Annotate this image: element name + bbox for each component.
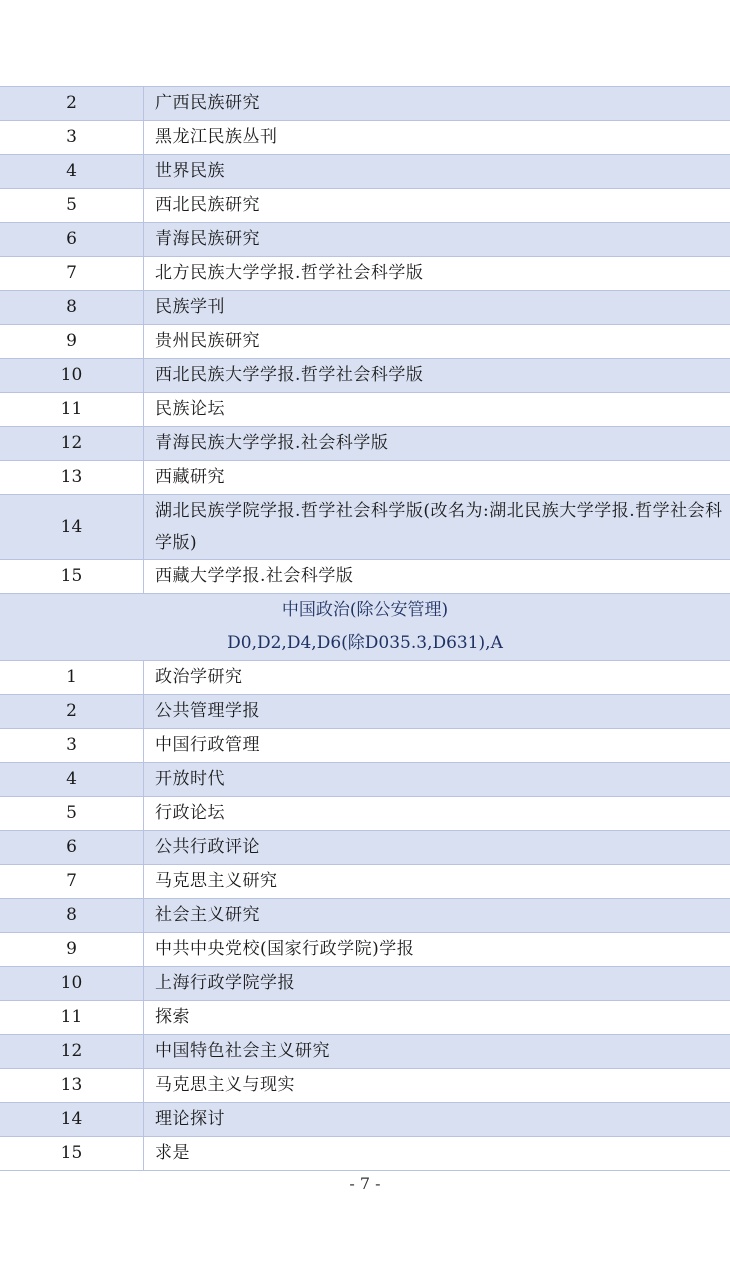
table-row <box>0 1103 730 1137</box>
journal-name: 民族论坛 <box>144 393 730 427</box>
table-row <box>0 933 730 967</box>
row-number: 7 <box>0 865 144 899</box>
table-row <box>0 831 730 865</box>
journal-name: 民族学刊 <box>144 291 730 325</box>
row-number: 1 <box>0 661 144 695</box>
category-title: 中国政治(除公安管理) <box>281 600 449 620</box>
table-row <box>0 1137 730 1171</box>
journal-name: 中国行政管理 <box>144 729 730 763</box>
row-number: 4 <box>0 155 144 189</box>
row-number: 12 <box>0 1035 144 1069</box>
row-number: 8 <box>0 291 144 325</box>
table-row <box>0 797 730 831</box>
row-number: 6 <box>0 223 144 257</box>
table-row <box>0 359 730 393</box>
row-number: 15 <box>0 1137 144 1171</box>
table-row <box>0 865 730 899</box>
row-number: 4 <box>0 763 144 797</box>
table-row <box>0 729 730 763</box>
journal-name: 贵州民族研究 <box>144 325 730 359</box>
journal-name: 马克思主义与现实 <box>144 1069 730 1103</box>
journal-name: 西藏研究 <box>144 461 730 495</box>
journal-name: 公共行政评论 <box>144 831 730 865</box>
table-row <box>0 223 730 257</box>
row-number: 5 <box>0 189 144 223</box>
journal-name: 西藏大学学报.社会科学版 <box>144 560 730 594</box>
row-number: 14 <box>0 1103 144 1137</box>
journal-name: 青海民族大学学报.社会科学版 <box>144 427 730 461</box>
journal-name: 行政论坛 <box>144 797 730 831</box>
row-number: 10 <box>0 359 144 393</box>
journal-name: 求是 <box>144 1137 730 1171</box>
journal-name: 中国特色社会主义研究 <box>144 1035 730 1069</box>
table-row <box>0 427 730 461</box>
row-number: 2 <box>0 695 144 729</box>
category-codes: D0,D2,D4,D6(除D035.3,D631),A <box>227 633 503 653</box>
table-row <box>0 661 730 695</box>
row-number: 15 <box>0 560 144 594</box>
row-number: 10 <box>0 967 144 1001</box>
row-number: 7 <box>0 257 144 291</box>
table-row <box>0 155 730 189</box>
journal-table <box>0 86 730 1171</box>
row-number: 8 <box>0 899 144 933</box>
table-row <box>0 257 730 291</box>
journal-name: 青海民族研究 <box>144 223 730 257</box>
table-row <box>0 1001 730 1035</box>
row-number: 12 <box>0 427 144 461</box>
table-row <box>0 1069 730 1103</box>
row-number: 9 <box>0 325 144 359</box>
journal-name: 世界民族 <box>144 155 730 189</box>
table-row <box>0 461 730 495</box>
table-row <box>0 967 730 1001</box>
journal-name: 湖北民族学院学报.哲学社会科学版(改名为:湖北民族大学学报.哲学社会科学版) <box>144 495 730 560</box>
table-row <box>0 560 730 594</box>
table-row <box>0 325 730 359</box>
table-row <box>0 763 730 797</box>
table-row <box>0 695 730 729</box>
journal-name: 北方民族大学学报.哲学社会科学版 <box>144 257 730 291</box>
category-header <box>0 594 730 661</box>
row-number: 13 <box>0 1069 144 1103</box>
table-row <box>0 899 730 933</box>
table-row <box>0 291 730 325</box>
table-row <box>0 393 730 427</box>
row-number: 9 <box>0 933 144 967</box>
table-row <box>0 1035 730 1069</box>
row-number: 14 <box>0 495 144 560</box>
journal-name: 西北民族研究 <box>144 189 730 223</box>
table-row <box>0 87 730 121</box>
journal-name: 开放时代 <box>144 763 730 797</box>
journal-name: 广西民族研究 <box>144 87 730 121</box>
row-number: 6 <box>0 831 144 865</box>
journal-name: 政治学研究 <box>144 661 730 695</box>
journal-name: 探索 <box>144 1001 730 1035</box>
journal-name: 公共管理学报 <box>144 695 730 729</box>
row-number: 5 <box>0 797 144 831</box>
journal-name: 西北民族大学学报.哲学社会科学版 <box>144 359 730 393</box>
page-number: - 7 - <box>349 1174 381 1193</box>
row-number: 3 <box>0 729 144 763</box>
journal-name: 中共中央党校(国家行政学院)学报 <box>144 933 730 967</box>
row-number: 13 <box>0 461 144 495</box>
table-row <box>0 495 730 560</box>
journal-name: 社会主义研究 <box>144 899 730 933</box>
journal-name: 马克思主义研究 <box>144 865 730 899</box>
journal-name: 理论探讨 <box>144 1103 730 1137</box>
table-row <box>0 121 730 155</box>
table-row <box>0 189 730 223</box>
journal-name: 上海行政学院学报 <box>144 967 730 1001</box>
category-header-row <box>0 594 730 661</box>
row-number: 2 <box>0 87 144 121</box>
journal-name: 黑龙江民族丛刊 <box>144 121 730 155</box>
row-number: 11 <box>0 1001 144 1035</box>
row-number: 11 <box>0 393 144 427</box>
row-number: 3 <box>0 121 144 155</box>
